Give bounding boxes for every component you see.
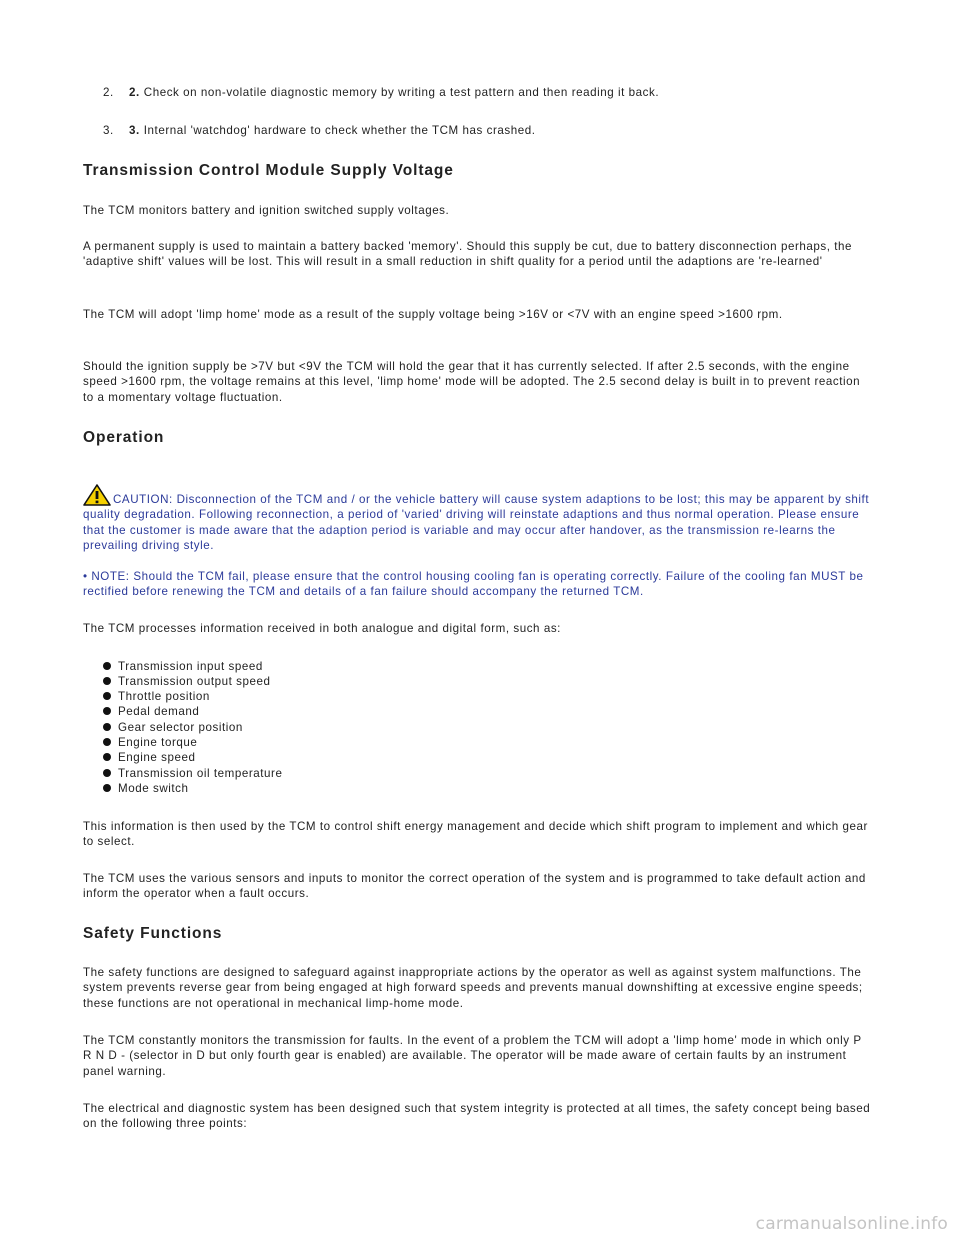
list-item: Transmission input speed — [103, 659, 263, 674]
bullet-icon — [103, 784, 111, 792]
paragraph: The TCM uses the various sensors and inputs to monitor the correct operation of the system and is programmed to take default action and inform the operator when a fault occurs. — [83, 872, 866, 901]
item-bold-number: 3. — [129, 124, 140, 137]
paragraph: The TCM will adopt 'limp home' mode as a result of the supply voltage being >16V or <7V with an engine speed >1600 rpm. — [83, 308, 783, 321]
bullet-icon — [103, 707, 111, 715]
paragraph: The TCM monitors battery and ignition switched supply voltages. — [83, 204, 450, 217]
bullet-icon — [103, 692, 111, 700]
bullet-icon — [103, 753, 111, 761]
footer-watermark: carmanualsonline.info — [755, 1214, 948, 1234]
item-text: Internal 'watchdog' hardware to check whether the TCM has crashed. — [143, 124, 536, 137]
paragraph: This information is then used by the TCM to control shift energy management and decide which shift program to implement and which gear to select. — [83, 820, 868, 849]
list-item: Transmission oil temperature — [103, 766, 282, 781]
list-item: Transmission output speed — [103, 674, 271, 689]
item-bold-number: 2. — [129, 86, 140, 99]
list-item: Engine speed — [103, 750, 196, 765]
section-heading-safety: Safety Functions — [83, 925, 223, 942]
item-number: 2. — [103, 86, 114, 99]
item-text: Check on non-volatile diagnostic memory by writing a test pattern and then reading it back. — [143, 86, 660, 99]
bullet-icon — [103, 662, 111, 670]
paragraph: The TCM processes information received in both analogue and digital form, such as: — [83, 622, 561, 635]
item-number: 3. — [103, 124, 114, 137]
paragraph: The safety functions are designed to safeguard against inappropriate actions by the operator as well as against system malfunctions. The system prevents reverse gear from being engaged at high forward speeds and prevents manual downshifting at excessive engine speeds; these functions are not operational in mechanical limp-home mode. — [83, 966, 863, 1010]
bullet-icon — [103, 723, 111, 731]
note-paragraph: • NOTE: Should the TCM fail, please ensure that the control housing cooling fan is operating correctly. Failure of the cooling fan MUST be rectified before renewing the TCM and details of a fan failure should accompany the returned TCM. — [83, 570, 864, 599]
paragraph: Should the ignition supply be >7V but <9V the TCM will hold the gear that it has currently selected. If after 2.5 seconds, with the engine speed >1600 rpm, the voltage remains at this level, 'limp home' mode will be adopted. The 2.5 second delay is built in to prevent reaction to a momentary voltage fluctuation. — [83, 360, 861, 404]
list-item: Throttle position — [103, 689, 210, 704]
numbered-item-2 — [103, 86, 659, 100]
list-item: Mode switch — [103, 781, 188, 796]
bullet-icon — [103, 677, 111, 685]
list-item: Pedal demand — [103, 704, 199, 719]
caution-paragraph — [83, 484, 873, 554]
numbered-item-3 — [103, 124, 536, 138]
bullet-icon — [103, 769, 111, 777]
list-item: Gear selector position — [103, 720, 243, 735]
section-heading-operation: Operation — [83, 429, 165, 446]
paragraph: The TCM constantly monitors the transmission for faults. In the event of a problem the TCM will adopt a 'limp home' mode in which only P R N D - (selector in D but only fourth gear is enabled) are available. The operator will be made aware of certain faults by an instrument panel warning. — [83, 1034, 862, 1078]
paragraph: A permanent supply is used to maintain a battery backed 'memory'. Should this supply be cut, due to battery disconnection perhaps, the 'adaptive shift' values will be lost. This will result in a small reduction in shift quality for a period until the adaptions are 're-learned' — [83, 240, 853, 269]
bullet-icon — [103, 738, 111, 746]
paragraph: The electrical and diagnostic system has been designed such that system integrity is protected at all times, the safety concept being based on the following three points: — [83, 1102, 871, 1131]
warning-triangle-icon — [83, 484, 111, 506]
caution-text: CAUTION: Disconnection of the TCM and / or the vehicle battery will cause system adaptions to be lost; this may be apparent by shift quality degradation. Following reconnection, a period of 'varied' driving will reinstate adaptions and thus normal operation. Please ensure that the customer is made aware that the adaption period is variable and may occur after handover, as the transmission re-learns the prevailing driving style. — [83, 493, 870, 553]
section-heading-supply: Transmission Control Module Supply Voltage — [83, 162, 454, 179]
list-item: Engine torque — [103, 735, 197, 750]
